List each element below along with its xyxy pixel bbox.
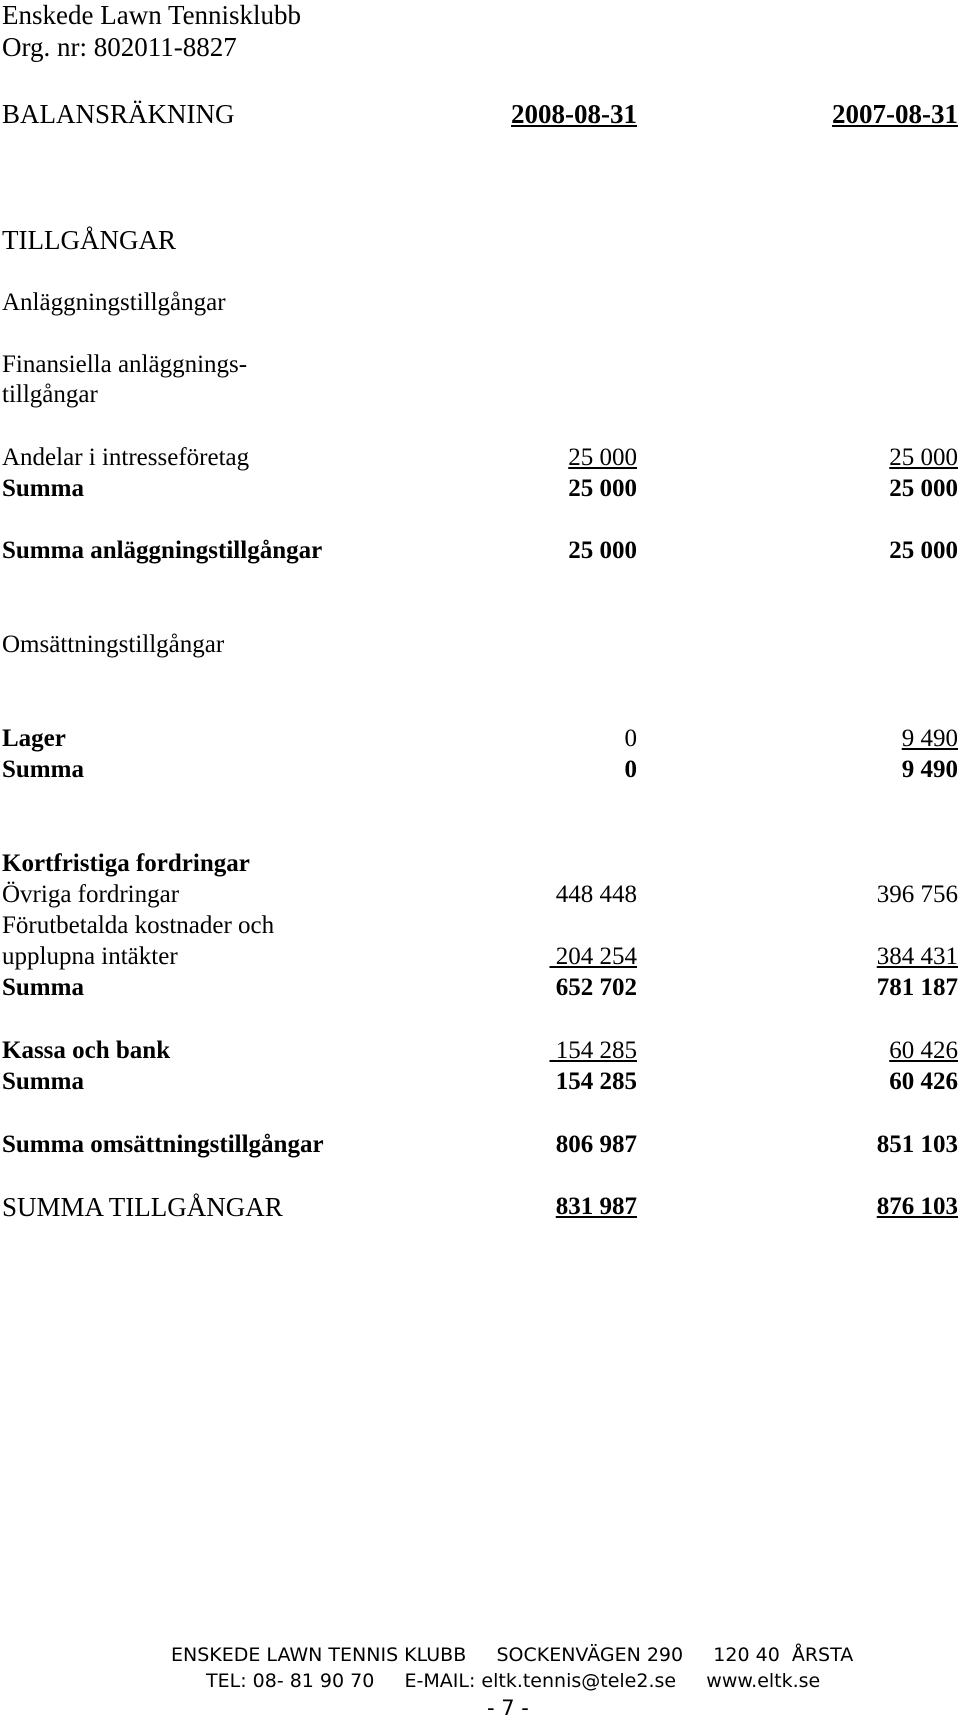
current-assets-heading: Omsättningstillgångar [2, 631, 225, 658]
current-assets-total-label: Summa omsättningstillgångar [2, 1131, 324, 1158]
assets-heading: TILLGÅNGAR [2, 225, 176, 255]
row-value-2007: 25 000 [889, 444, 958, 471]
subtotal-label: Summa [2, 475, 84, 502]
row-value-2008: 0 [624, 725, 637, 752]
row-label: Kassa och bank [2, 1037, 171, 1064]
row-value-2008: 204 254 [549, 943, 637, 970]
row-value-2007: 60 426 [889, 1037, 958, 1064]
grand-total-2007: 876 103 [876, 1193, 958, 1220]
subtotal-label: Summa [2, 756, 84, 783]
subtotal-value-2008: 652 702 [555, 974, 637, 1001]
fixed-assets-heading: Anläggningstillgångar [2, 289, 226, 316]
row-value-2007: 9 490 [901, 725, 958, 752]
subtotal-value-2007: 781 187 [876, 974, 958, 1001]
page-number: - 7 - [487, 1696, 529, 1720]
org-name: Enskede Lawn Tennisklubb [2, 0, 302, 30]
row-value-2007: 396 756 [876, 881, 958, 908]
fixed-assets-total-2008: 25 000 [568, 537, 637, 564]
subtotal-value-2007: 60 426 [889, 1068, 958, 1095]
subtotal-value-2007: 9 490 [901, 756, 958, 783]
grand-total-label: SUMMA TILLGÅNGAR [2, 1192, 283, 1222]
row-label: Andelar i intresseföretag [2, 444, 250, 471]
financial-assets-heading-line2: tillgångar [2, 381, 98, 408]
fixed-assets-total-label: Summa anläggningstillgångar [2, 537, 323, 564]
row-label: Lager [2, 725, 66, 752]
footer-address: ENSKEDE LAWN TENNIS KLUBB SOCKENVÄGEN 290 120 40 ÅRSTA [171, 1644, 854, 1666]
subtotal-value-2007: 25 000 [889, 475, 958, 502]
column-header-2007: 2007-08-31 [832, 99, 958, 129]
footer-contact: TEL: 08- 81 90 70 E-MAIL: eltk.tennis@tele2.se www.eltk.se [206, 1670, 821, 1692]
row-value-2008: 154 285 [549, 1037, 637, 1064]
report-title: BALANSRÄKNING [2, 99, 235, 129]
column-header-2008: 2008-08-31 [511, 99, 637, 129]
org-number: Org. nr: 802011-8827 [2, 32, 237, 62]
financial-assets-heading-line1: Finansiella anläggnings- [2, 351, 248, 378]
row-value-2008: 448 448 [555, 881, 637, 908]
subtotal-label: Summa [2, 974, 84, 1001]
fixed-assets-total-2007: 25 000 [889, 537, 958, 564]
row-label-line1: Förutbetalda kostnader och [2, 912, 275, 939]
current-assets-total-2007: 851 103 [876, 1131, 958, 1158]
row-value-2007: 384 431 [876, 943, 958, 970]
grand-total-2008: 831 987 [555, 1193, 637, 1220]
subtotal-value-2008: 154 285 [555, 1068, 637, 1095]
subtotal-label: Summa [2, 1068, 84, 1095]
row-label: upplupna intäkter [2, 943, 178, 970]
row-value-2008: 25 000 [568, 444, 637, 471]
row-label: Övriga fordringar [2, 881, 180, 908]
current-assets-total-2008: 806 987 [555, 1131, 637, 1158]
receivables-heading: Kortfristiga fordringar [2, 850, 250, 877]
subtotal-value-2008: 25 000 [568, 475, 637, 502]
subtotal-value-2008: 0 [624, 756, 637, 783]
